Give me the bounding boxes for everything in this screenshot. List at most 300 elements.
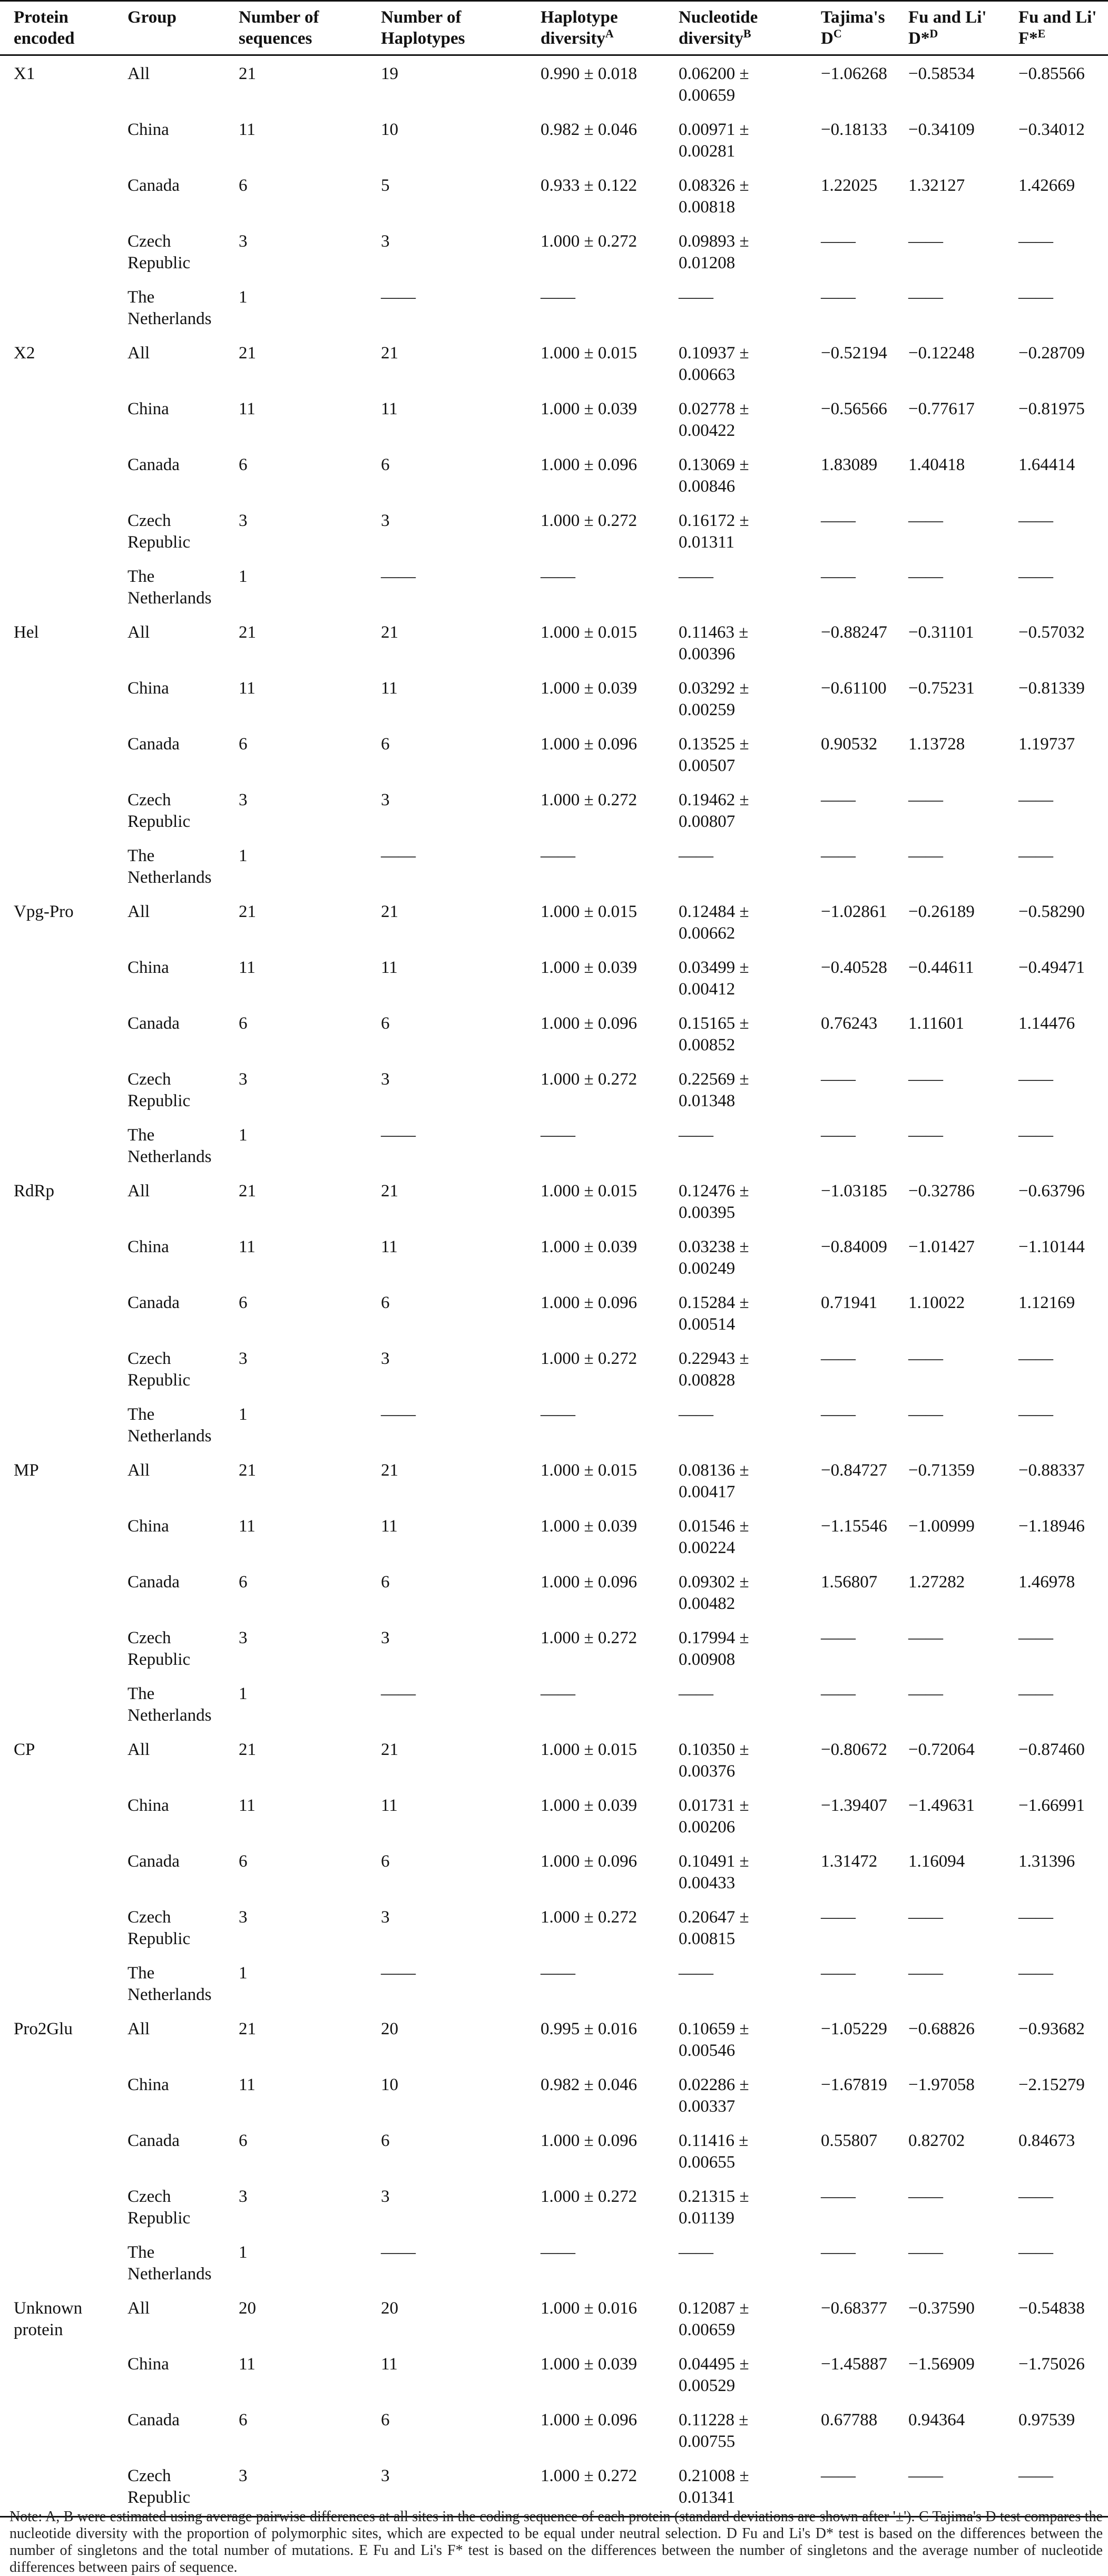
cell-nucleotide-diversity: —— — [679, 1964, 713, 1983]
cell-num-haplotypes: 6 — [381, 1293, 390, 1312]
cell-protein — [0, 2123, 114, 2179]
cell-haplotype-diversity: 1.000 ± 0.096 — [541, 1852, 638, 1871]
table-row — [0, 1061, 1108, 1117]
cell-protein — [0, 726, 114, 782]
cell-fu-li-d: 1.16094 — [908, 1852, 965, 1871]
table-row — [0, 1341, 1108, 1397]
cell-fu-li-f: —— — [1018, 2243, 1053, 2262]
cell-num-sequences: 3 — [239, 1628, 248, 1647]
cell-protein — [0, 670, 114, 726]
table-row — [0, 1006, 1108, 1061]
cell-nucleotide-diversity: —— — [679, 1126, 713, 1145]
cell-group: China — [128, 1237, 169, 1256]
cell-fu-li-f: 1.64414 — [1018, 455, 1075, 474]
cell-protein — [0, 1117, 114, 1173]
table-row — [0, 1173, 1108, 1229]
cell-fu-li-d: 0.82702 — [908, 2131, 965, 2150]
cell-nucleotide-diversity: 0.21008 ± 0.01341 — [665, 2458, 807, 2517]
cell-haplotype-diversity: 1.000 ± 0.272 — [527, 2458, 665, 2517]
cell-nucleotide-diversity: —— — [679, 567, 713, 586]
cell-tajima-d: —— — [821, 791, 856, 809]
cell-fu-li-f: —— — [1018, 791, 1053, 809]
cell-fu-li-f: —— — [1018, 1964, 1053, 1983]
cell-haplotype-diversity: —— — [541, 1126, 575, 1145]
cell-fu-li-d: —— — [908, 791, 943, 809]
cell-tajima-d: —— — [821, 1684, 856, 1703]
cell-protein — [0, 1676, 114, 1732]
cell-tajima-d: −1.39407 — [821, 1796, 887, 1815]
cell-fu-li-d: —— — [908, 511, 943, 530]
cell-fu-li-d: —— — [908, 1126, 943, 1145]
cell-num-haplotypes: —— — [381, 2243, 416, 2262]
cell-protein: CP — [14, 1740, 35, 1759]
cell-num-haplotypes: —— — [381, 288, 416, 307]
cell-group: All — [128, 1182, 150, 1201]
cell-num-sequences: 3 — [239, 1908, 248, 1927]
table-row — [0, 1564, 1108, 1620]
cell-haplotype-diversity: 0.982 ± 0.046 — [541, 120, 638, 139]
cell-fu-li-f: —— — [1018, 846, 1053, 865]
cell-fu-li-d: −0.71359 — [908, 1461, 975, 1480]
cell-fu-li-d: 0.94364 — [908, 2411, 965, 2429]
cell-fu-li-f: −1.75026 — [1018, 2355, 1085, 2374]
cell-group: Canada — [128, 735, 180, 754]
cell-tajima-d: −0.56566 — [821, 399, 887, 418]
cell-fu-li-d: —— — [908, 288, 943, 307]
cell-fu-li-f: −1.66991 — [1018, 1796, 1085, 1815]
table-row — [0, 503, 1108, 559]
cell-num-haplotypes: 11 — [381, 399, 398, 418]
cell-protein — [0, 2458, 114, 2517]
cell-protein — [0, 782, 114, 838]
cell-haplotype-diversity: 1.000 ± 0.039 — [541, 679, 638, 698]
cell-num-sequences: 3 — [239, 511, 248, 530]
cell-num-sequences: 11 — [239, 1517, 256, 1536]
cell-protein — [0, 1397, 114, 1452]
table-row — [0, 559, 1108, 614]
cell-group: China — [128, 2075, 169, 2094]
cell-fu-li-d: −1.00999 — [908, 1517, 975, 1536]
cell-tajima-d: 1.22025 — [821, 176, 878, 195]
cell-tajima-d: —— — [821, 1964, 856, 1983]
cell-protein — [0, 1285, 114, 1341]
cell-protein: Hel — [14, 623, 39, 642]
cell-num-sequences: 11 — [239, 399, 256, 418]
cell-tajima-d: 1.31472 — [821, 1852, 878, 1871]
cell-fu-li-f: —— — [1005, 2458, 1108, 2517]
cell-tajima-d: −0.88247 — [821, 623, 887, 642]
cell-protein: MP — [14, 1461, 39, 1480]
cell-group: Canada — [128, 2411, 180, 2429]
cell-fu-li-f: —— — [1018, 2187, 1053, 2206]
cell-nucleotide-diversity: 0.15165 ± 0.00852 — [679, 1014, 749, 1055]
cell-haplotype-diversity: —— — [541, 1684, 575, 1703]
cell-fu-li-d: 1.11601 — [908, 1014, 965, 1033]
table-row — [0, 1117, 1108, 1173]
cell-fu-li-f: −0.81339 — [1018, 679, 1085, 698]
cell-fu-li-d: —— — [908, 2243, 943, 2262]
cell-tajima-d: —— — [821, 511, 856, 530]
cell-fu-li-d: —— — [908, 1628, 943, 1647]
cell-protein: X1 — [14, 64, 35, 83]
table-row — [0, 2067, 1108, 2123]
header-fu-li-d: Fu and Li' D*$^D$ — [895, 1, 1005, 55]
cell-num-sequences: 1 — [239, 567, 248, 586]
cell-nucleotide-diversity: 0.15284 ± 0.00514 — [679, 1293, 749, 1334]
cell-num-sequences: 20 — [239, 2299, 256, 2318]
cell-protein — [0, 1229, 114, 1285]
cell-haplotype-diversity: 1.000 ± 0.039 — [541, 399, 638, 418]
cell-protein — [0, 503, 114, 559]
cell-fu-li-f: 1.14476 — [1018, 1014, 1075, 1033]
cell-fu-li-d: −0.26189 — [908, 902, 975, 921]
cell-num-haplotypes: 10 — [381, 2075, 398, 2094]
table-row — [0, 55, 1108, 112]
cell-group: Czech Republic — [128, 232, 191, 272]
table-header-row — [0, 1, 1108, 55]
cell-fu-li-f: —— — [1018, 232, 1053, 251]
cell-nucleotide-diversity: 0.01731 ± 0.00206 — [679, 1796, 749, 1837]
cell-haplotype-diversity: 1.000 ± 0.272 — [541, 511, 638, 530]
cell-nucleotide-diversity: 0.00971 ± 0.00281 — [679, 120, 749, 161]
cell-nucleotide-diversity: 0.03238 ± 0.00249 — [679, 1237, 749, 1278]
cell-num-haplotypes: 3 — [381, 1070, 390, 1089]
cell-num-haplotypes: 6 — [381, 1852, 390, 1871]
cell-fu-li-d: —— — [908, 567, 943, 586]
cell-num-haplotypes: 11 — [381, 1237, 398, 1256]
cell-haplotype-diversity: 1.000 ± 0.272 — [541, 2187, 638, 2206]
cell-fu-li-f: —— — [1018, 1908, 1053, 1927]
cell-haplotype-diversity: 0.995 ± 0.016 — [541, 2019, 638, 2038]
cell-num-haplotypes: —— — [381, 1126, 416, 1145]
cell-protein — [0, 838, 114, 894]
cell-fu-li-f: −1.10144 — [1018, 1237, 1085, 1256]
cell-fu-li-d: 1.40418 — [908, 455, 965, 474]
cell-fu-li-d: −1.49631 — [908, 1796, 975, 1815]
cell-num-sequences: 21 — [239, 2019, 256, 2038]
cell-tajima-d: −0.84727 — [821, 1461, 887, 1480]
cell-tajima-d: —— — [821, 1349, 856, 1368]
cell-haplotype-diversity: 1.000 ± 0.039 — [541, 1796, 638, 1815]
cell-group: The Netherlands — [128, 1405, 212, 1446]
cell-num-sequences: 3 — [239, 1349, 248, 1368]
table-row — [0, 726, 1108, 782]
header-group: Group — [114, 1, 225, 55]
cell-fu-li-f: −0.49471 — [1018, 958, 1085, 977]
header-tajima-d: Tajima's $D^C$ — [807, 1, 895, 55]
cell-num-sequences: 6 — [239, 2131, 248, 2150]
cell-nucleotide-diversity: 0.11228 ± 0.00755 — [679, 2411, 749, 2451]
cell-haplotype-diversity: 1.000 ± 0.096 — [541, 1293, 638, 1312]
cell-fu-li-f: —— — [1018, 511, 1053, 530]
cell-fu-li-f: −0.54838 — [1018, 2299, 1085, 2318]
cell-haplotype-diversity: 1.000 ± 0.015 — [541, 623, 638, 642]
cell-num-haplotypes: 11 — [381, 958, 398, 977]
cell-haplotype-diversity: 1.000 ± 0.039 — [541, 1237, 638, 1256]
table-row — [0, 1955, 1108, 2011]
table-row — [0, 894, 1108, 950]
cell-group: Czech Republic — [128, 1349, 191, 1390]
cell-tajima-d: —— — [821, 2243, 856, 2262]
cell-num-haplotypes: 20 — [381, 2019, 398, 2038]
cell-nucleotide-diversity: —— — [679, 1405, 713, 1424]
cell-nucleotide-diversity: —— — [679, 288, 713, 307]
cell-nucleotide-diversity: 0.12484 ± 0.00662 — [679, 902, 749, 943]
cell-group: China — [128, 399, 169, 418]
cell-num-sequences: 21 — [239, 1740, 256, 1759]
cell-protein — [0, 223, 114, 279]
cell-group: All — [128, 902, 150, 921]
cell-fu-li-d: —— — [908, 1070, 943, 1089]
cell-num-haplotypes: —— — [381, 846, 416, 865]
cell-fu-li-d: −0.58534 — [908, 64, 975, 83]
cell-nucleotide-diversity: 0.08136 ± 0.00417 — [679, 1461, 749, 1501]
cell-group: All — [128, 2299, 150, 2318]
cell-nucleotide-diversity: —— — [679, 2243, 713, 2262]
cell-nucleotide-diversity: 0.01546 ± 0.00224 — [679, 1517, 749, 1557]
cell-haplotype-diversity: 1.000 ± 0.015 — [541, 1740, 638, 1759]
cell-group: The Netherlands — [128, 846, 212, 887]
cell-protein — [0, 2402, 114, 2458]
cell-num-sequences: 21 — [239, 1461, 256, 1480]
cell-nucleotide-diversity: 0.19462 ± 0.00807 — [679, 791, 749, 831]
cell-fu-li-d: −0.77617 — [908, 399, 975, 418]
cell-group: Czech Republic — [128, 1628, 191, 1669]
cell-haplotype-diversity: —— — [541, 1405, 575, 1424]
cell-num-sequences: 6 — [239, 1014, 248, 1033]
cell-haplotype-diversity: —— — [541, 2243, 575, 2262]
cell-num-haplotypes: 21 — [381, 902, 398, 921]
cell-num-haplotypes: 6 — [381, 455, 390, 474]
cell-fu-li-f: —— — [1018, 1628, 1053, 1647]
table-row — [0, 1285, 1108, 1341]
cell-group: Czech Republic — [128, 1908, 191, 1948]
cell-haplotype-diversity: 1.000 ± 0.016 — [541, 2299, 638, 2318]
cell-num-haplotypes: 6 — [381, 2131, 390, 2150]
cell-nucleotide-diversity: 0.11463 ± 0.00396 — [679, 623, 749, 663]
cell-num-sequences: 3 — [239, 791, 248, 809]
header-protein: Protein encoded — [0, 1, 114, 55]
cell-num-sequences: 1 — [239, 1405, 248, 1424]
cell-tajima-d: —— — [821, 846, 856, 865]
cell-num-sequences: 6 — [239, 176, 248, 195]
cell-fu-li-f: 0.97539 — [1018, 2411, 1075, 2429]
header-fu-li-f: Fu and Li' F*$^E$ — [1005, 1, 1108, 55]
cell-group: Canada — [128, 1852, 180, 1871]
cell-num-haplotypes: 3 — [381, 511, 390, 530]
cell-group: China — [128, 2355, 169, 2374]
table-row — [0, 950, 1108, 1006]
cell-fu-li-f: −0.93682 — [1018, 2019, 1085, 2038]
cell-haplotype-diversity: 1.000 ± 0.272 — [541, 1070, 638, 1089]
cell-fu-li-d: −1.01427 — [908, 1237, 975, 1256]
cell-nucleotide-diversity: 0.12476 ± 0.00395 — [679, 1182, 749, 1222]
cell-num-haplotypes: 11 — [381, 1796, 398, 1815]
cell-num-haplotypes: 19 — [381, 64, 398, 83]
cell-tajima-d: −0.80672 — [821, 1740, 887, 1759]
header-num-haplotypes: Number of Haplotypes — [367, 1, 527, 55]
table-row — [0, 2290, 1108, 2346]
cell-num-sequences: 21 — [239, 902, 256, 921]
cell-num-haplotypes: 3 — [381, 1349, 390, 1368]
cell-num-sequences: 11 — [239, 958, 256, 977]
cell-haplotype-diversity: 0.933 ± 0.122 — [541, 176, 638, 195]
cell-nucleotide-diversity: 0.12087 ± 0.00659 — [679, 2299, 749, 2339]
cell-num-sequences: 21 — [239, 623, 256, 642]
cell-nucleotide-diversity: 0.22943 ± 0.00828 — [679, 1349, 749, 1390]
cell-protein — [0, 1955, 114, 2011]
cell-tajima-d: 1.83089 — [821, 455, 878, 474]
cell-protein — [0, 559, 114, 614]
cell-tajima-d: −0.52194 — [821, 344, 887, 363]
cell-tajima-d: —— — [821, 1908, 856, 1927]
cell-fu-li-f: −1.18946 — [1018, 1517, 1085, 1536]
cell-num-haplotypes: 20 — [381, 2299, 398, 2318]
cell-num-haplotypes: 3 — [381, 1908, 390, 1927]
cell-nucleotide-diversity: —— — [679, 1684, 713, 1703]
cell-tajima-d: −0.84009 — [821, 1237, 887, 1256]
cell-tajima-d: −1.67819 — [821, 2075, 887, 2094]
cell-group: Czech Republic — [128, 2187, 191, 2228]
cell-num-sequences: 1 — [239, 2243, 248, 2262]
cell-num-sequences: 21 — [239, 344, 256, 363]
cell-fu-li-d: −0.68826 — [908, 2019, 975, 2038]
cell-haplotype-diversity: 1.000 ± 0.272 — [541, 1349, 638, 1368]
cell-tajima-d: —— — [821, 288, 856, 307]
cell-fu-li-f: −0.28709 — [1018, 344, 1085, 363]
cell-haplotype-diversity: 0.982 ± 0.046 — [541, 2075, 638, 2094]
cell-fu-li-f: 0.84673 — [1018, 2131, 1075, 2150]
cell-fu-li-f: −0.88337 — [1018, 1461, 1085, 1480]
cell-group: All — [128, 1461, 150, 1480]
cell-group: China — [128, 679, 169, 698]
cell-protein — [0, 279, 114, 335]
table-row — [0, 1397, 1108, 1452]
cell-tajima-d: 0.67788 — [821, 2411, 878, 2429]
cell-fu-li-f: −0.34012 — [1018, 120, 1085, 139]
cell-group: China — [128, 1517, 169, 1536]
cell-tajima-d: −1.03185 — [821, 1182, 887, 1201]
cell-nucleotide-diversity: 0.13069 ± 0.00846 — [679, 455, 749, 496]
cell-fu-li-f: 1.19737 — [1018, 735, 1075, 754]
cell-num-sequences: 1 — [239, 846, 248, 865]
header-nucleotide-diversity: Nucleotide diversity$^B$ — [665, 1, 807, 55]
cell-haplotype-diversity: 1.000 ± 0.096 — [541, 1014, 638, 1033]
cell-nucleotide-diversity: 0.02778 ± 0.00422 — [679, 399, 749, 440]
cell-haplotype-diversity: 1.000 ± 0.096 — [541, 455, 638, 474]
cell-haplotype-diversity: 1.000 ± 0.096 — [541, 2411, 638, 2429]
cell-tajima-d: —— — [821, 1126, 856, 1145]
cell-num-haplotypes: 11 — [381, 2355, 398, 2374]
cell-tajima-d: −0.61100 — [821, 679, 887, 698]
cell-protein — [0, 1899, 114, 1955]
cell-haplotype-diversity: 1.000 ± 0.015 — [541, 344, 638, 363]
cell-fu-li-f: 1.46978 — [1018, 1573, 1075, 1592]
cell-tajima-d: −1.45887 — [821, 2355, 887, 2374]
cell-protein — [0, 1006, 114, 1061]
table-row — [0, 670, 1108, 726]
cell-nucleotide-diversity: 0.03499 ± 0.00412 — [679, 958, 749, 999]
cell-protein — [0, 1061, 114, 1117]
cell-fu-li-f: −0.57032 — [1018, 623, 1085, 642]
table-row — [0, 223, 1108, 279]
cell-fu-li-f: −2.15279 — [1018, 2075, 1085, 2094]
cell-num-haplotypes: 21 — [381, 1182, 398, 1201]
cell-num-haplotypes: 21 — [381, 623, 398, 642]
cell-group: All — [128, 623, 150, 642]
cell-protein — [0, 1788, 114, 1843]
cell-haplotype-diversity: 1.000 ± 0.039 — [541, 2355, 638, 2374]
cell-fu-li-d: −0.37590 — [908, 2299, 975, 2318]
cell-num-sequences: 3 — [239, 1070, 248, 1089]
cell-num-sequences: 1 — [239, 288, 248, 307]
cell-tajima-d: −0.68377 — [821, 2299, 887, 2318]
cell-tajima-d: —— — [821, 1070, 856, 1089]
table-row — [0, 335, 1108, 391]
header-haplotype-diversity: Haplotype diversity$^A$ — [527, 1, 665, 55]
cell-group: Canada — [128, 1293, 180, 1312]
cell-num-sequences: 11 — [239, 1237, 256, 1256]
cell-fu-li-f: 1.31396 — [1018, 1852, 1075, 1871]
cell-num-sequences: 6 — [239, 1293, 248, 1312]
table-row — [0, 2402, 1108, 2458]
cell-fu-li-f: —— — [1018, 1349, 1053, 1368]
cell-group: China — [128, 1796, 169, 1815]
cell-num-sequences: 6 — [239, 735, 248, 754]
cell-num-sequences: 11 — [239, 120, 256, 139]
cell-haplotype-diversity: 1.000 ± 0.272 — [541, 232, 638, 251]
cell-nucleotide-diversity: 0.16172 ± 0.01311 — [679, 511, 749, 552]
cell-fu-li-f: —— — [1018, 1405, 1053, 1424]
cell-haplotype-diversity: 1.000 ± 0.272 — [541, 791, 638, 809]
cell-fu-li-d: 1.13728 — [908, 735, 965, 754]
cell-group: China — [128, 958, 169, 977]
cell-tajima-d: −1.06268 — [821, 64, 887, 83]
cell-tajima-d: 0.71941 — [821, 1293, 878, 1312]
cell-haplotype-diversity: 0.990 ± 0.018 — [541, 64, 638, 83]
cell-nucleotide-diversity: 0.10659 ± 0.00546 — [679, 2019, 749, 2060]
header-num-sequences: Number of sequences — [225, 1, 367, 55]
cell-nucleotide-diversity: 0.11416 ± 0.00655 — [679, 2131, 749, 2172]
cell-tajima-d: —— — [821, 2187, 856, 2206]
table-row — [0, 2179, 1108, 2235]
cell-num-sequences: 11 — [239, 2355, 256, 2374]
table-row — [0, 2346, 1108, 2402]
cell-group: Canada — [128, 455, 180, 474]
cell-protein — [0, 391, 114, 447]
cell-num-sequences: 21 — [239, 1182, 256, 1201]
cell-group: Czech Republic — [128, 791, 191, 831]
cell-fu-li-d: —— — [908, 1964, 943, 1983]
cell-nucleotide-diversity: 0.04495 ± 0.00529 — [679, 2355, 749, 2395]
table-row — [0, 782, 1108, 838]
table-row — [0, 1732, 1108, 1788]
cell-protein — [0, 112, 114, 168]
cell-num-haplotypes: 10 — [381, 120, 398, 139]
cell-fu-li-d: −0.44611 — [908, 958, 974, 977]
cell-fu-li-d: —— — [908, 232, 943, 251]
cell-protein — [0, 950, 114, 1006]
cell-nucleotide-diversity: 0.10937 ± 0.00663 — [679, 344, 749, 384]
cell-tajima-d: −0.40528 — [821, 958, 887, 977]
cell-group: The Netherlands — [128, 1684, 212, 1725]
cell-num-sequences: 11 — [239, 1796, 256, 1815]
cell-fu-li-f: −0.81975 — [1018, 399, 1085, 418]
cell-group: All — [128, 1740, 150, 1759]
cell-haplotype-diversity: —— — [541, 846, 575, 865]
cell-haplotype-diversity: —— — [541, 1964, 575, 1983]
cell-group: The Netherlands — [128, 567, 212, 608]
